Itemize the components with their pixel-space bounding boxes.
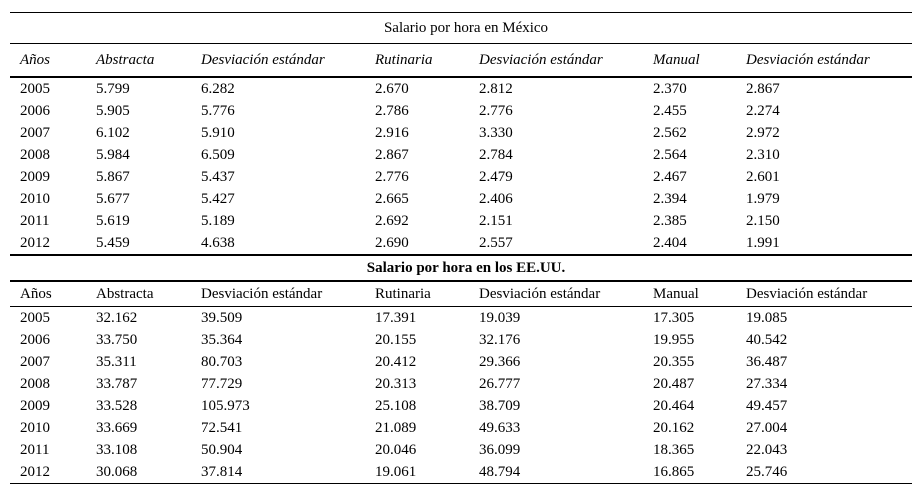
usa-table-cell: 22.043 [746,442,788,458]
usa-table-cell: 25.108 [375,398,417,414]
mexico-table-cell: 2009 [20,169,50,185]
usa-table-cell: 18.365 [653,442,695,458]
usa-table-cell: 35.364 [201,332,243,348]
mexico-table-cell: 2.150 [746,213,780,229]
usa-table-cell: 27.004 [746,420,788,436]
mexico-table-cell: 6.509 [201,147,235,163]
usa-table-cell: 2011 [20,442,50,458]
wage-table-container [10,12,912,484]
usa-column-header: Desviación estándar [736,281,912,307]
mexico-table-cell: 2.867 [375,147,409,163]
usa-table-cell: 19.085 [746,310,788,326]
usa-table-cell: 2008 [20,376,50,392]
usa-table-cell: 32.176 [479,332,521,348]
usa-table-cell: 19.039 [479,310,521,326]
mexico-table-cell: 5.619 [96,213,130,229]
usa-section-title: Salario por hora en los EE.UU. [10,255,912,281]
mexico-table-cell: 2007 [20,125,50,141]
mexico-table-cell: 2008 [20,147,50,163]
usa-table-cell: 21.089 [375,420,417,436]
mexico-table-row [10,100,912,122]
mexico-table-cell: 2.670 [375,81,409,97]
mexico-table-row [10,122,912,144]
usa-table-cell: 19.955 [653,332,695,348]
mexico-table-cell: 2.867 [746,81,780,97]
mexico-table-cell: 2.776 [375,169,409,185]
wage-table-body [10,13,912,484]
mexico-table-cell: 2.151 [479,213,513,229]
mexico-table-cell: 2.406 [479,191,513,207]
mexico-table-cell: 2006 [20,103,50,119]
mexico-column-header: Desviación estándar [191,44,365,78]
mexico-table-cell: 2012 [20,235,50,251]
mexico-table-cell: 2.557 [479,235,513,251]
mexico-table-cell: 5.867 [96,169,130,185]
usa-table-row [10,329,912,351]
mexico-table-cell: 2.385 [653,213,687,229]
usa-table-cell: 30.068 [86,461,191,484]
mexico-table-cell: 2.274 [746,103,780,119]
mexico-column-header: Desviación estándar [469,44,643,78]
mexico-table-cell: 2.370 [653,81,687,97]
mexico-table-cell: 5.459 [96,235,130,251]
usa-column-header: Manual [643,281,736,307]
mexico-section-title-row [10,13,912,44]
usa-table-cell: 20.162 [653,420,695,436]
mexico-table-cell: 5.677 [96,191,130,207]
usa-table-cell: 39.509 [201,310,243,326]
mexico-section-title: Salario por hora en México [10,13,912,44]
usa-table-cell: 33.108 [96,442,138,458]
mexico-table-cell: 5.984 [96,147,130,163]
usa-header-row [10,281,912,307]
mexico-table-row [10,166,912,188]
mexico-table-cell: 2.812 [479,81,513,97]
usa-table-cell: 20.355 [653,354,695,370]
mexico-table-row [10,144,912,166]
mexico-table-cell: 5.799 [96,81,130,97]
usa-table-cell: 36.099 [479,442,521,458]
usa-table-cell: 20.464 [653,398,695,414]
mexico-table-cell: 2.479 [479,169,513,185]
usa-table-cell: 33.750 [96,332,138,348]
usa-table-cell: 33.528 [96,398,138,414]
mexico-column-header: Desviación estándar [736,44,912,78]
mexico-table-cell: 2.310 [746,147,780,163]
usa-table-cell: 16.865 [643,461,736,484]
usa-table-row [10,461,912,484]
mexico-table-cell: 2.665 [375,191,409,207]
mexico-table-cell: 2.467 [653,169,687,185]
mexico-table-cell: 2.601 [746,169,780,185]
mexico-table-cell: 2.972 [746,125,780,141]
mexico-table-cell: 2011 [20,213,50,229]
mexico-table-cell: 2.562 [653,125,687,141]
mexico-table-cell: 5.427 [201,191,235,207]
mexico-table-cell: 2.564 [653,147,687,163]
mexico-column-header: Años [10,44,86,78]
usa-table-cell: 20.487 [653,376,695,392]
usa-table-row [10,373,912,395]
usa-table-row [10,351,912,373]
usa-table-cell: 35.311 [96,354,137,370]
mexico-table-row [10,77,912,100]
usa-table-cell: 32.162 [96,310,138,326]
mexico-table-cell: 5.776 [201,103,235,119]
mexico-table-cell: 2.690 [375,235,409,251]
mexico-table-cell: 2.784 [479,147,513,163]
usa-table-cell: 29.366 [479,354,521,370]
usa-table-row [10,417,912,439]
usa-column-header: Rutinaria [365,281,469,307]
usa-table-cell: 105.973 [201,398,250,414]
mexico-table-row [10,188,912,210]
usa-table-cell: 27.334 [746,376,788,392]
usa-table-cell: 2010 [20,420,50,436]
mexico-table-cell: 5.437 [201,169,235,185]
usa-table-row [10,307,912,330]
mexico-table-cell: 6.102 [96,125,130,141]
usa-table-row [10,439,912,461]
usa-table-cell: 20.412 [375,354,417,370]
mexico-column-header: Rutinaria [365,44,469,78]
usa-table-cell: 17.305 [653,310,695,326]
mexico-table-cell: 1.979 [746,191,780,207]
usa-table-cell: 38.709 [479,398,521,414]
mexico-table-cell: 5.189 [201,213,235,229]
mexico-table-cell: 2005 [20,81,50,97]
mexico-table-cell: 2.394 [653,191,687,207]
mexico-table-cell: 2.786 [375,103,409,119]
usa-table-cell: 17.391 [375,310,417,326]
usa-section-title-row [10,255,912,281]
mexico-table-cell: 4.638 [201,235,235,251]
mexico-table-cell: 2.455 [653,103,687,119]
usa-table-cell: 77.729 [201,376,243,392]
mexico-column-header: Abstracta [86,44,191,78]
usa-table-cell: 20.046 [375,442,417,458]
mexico-column-header: Manual [643,44,736,78]
usa-table-cell: 72.541 [201,420,243,436]
mexico-table-cell: 6.282 [201,81,235,97]
usa-table-cell: 80.703 [201,354,243,370]
usa-table-cell: 2005 [20,310,50,326]
usa-column-header: Desviación estándar [469,281,643,307]
mexico-table-cell: 2.776 [479,103,513,119]
mexico-table-cell: 2.916 [375,125,409,141]
mexico-table-cell: 2.692 [375,213,409,229]
mexico-header-row [10,44,912,78]
usa-table-cell: 26.777 [479,376,521,392]
mexico-table-row [10,232,912,255]
usa-table-cell: 2006 [20,332,50,348]
usa-table-cell: 33.787 [96,376,138,392]
usa-column-header: Abstracta [86,281,191,307]
usa-table-row [10,395,912,417]
usa-table-cell: 33.669 [96,420,138,436]
usa-column-header: Desviación estándar [191,281,365,307]
mexico-table-cell: 5.910 [201,125,235,141]
usa-table-cell: 2012 [10,461,86,484]
mexico-table-cell: 1.991 [746,235,780,251]
usa-table-cell: 20.155 [375,332,417,348]
usa-table-cell: 48.794 [469,461,643,484]
mexico-table-cell: 3.330 [479,125,513,141]
usa-table-cell: 36.487 [746,354,788,370]
usa-table-cell: 20.313 [375,376,417,392]
usa-table-cell: 2009 [20,398,50,414]
usa-table-cell: 19.061 [365,461,469,484]
usa-table-cell: 2007 [20,354,50,370]
usa-column-header: Años [10,281,86,307]
mexico-table-cell: 5.905 [96,103,130,119]
wage-table [10,12,912,484]
usa-table-cell: 49.457 [746,398,788,414]
usa-table-cell: 49.633 [479,420,521,436]
usa-table-cell: 37.814 [191,461,365,484]
mexico-table-row [10,210,912,232]
mexico-table-cell: 2010 [20,191,50,207]
usa-table-cell: 50.904 [201,442,243,458]
mexico-table-cell: 2.404 [653,235,687,251]
usa-table-cell: 40.542 [746,332,788,348]
usa-table-cell: 25.746 [736,461,912,484]
